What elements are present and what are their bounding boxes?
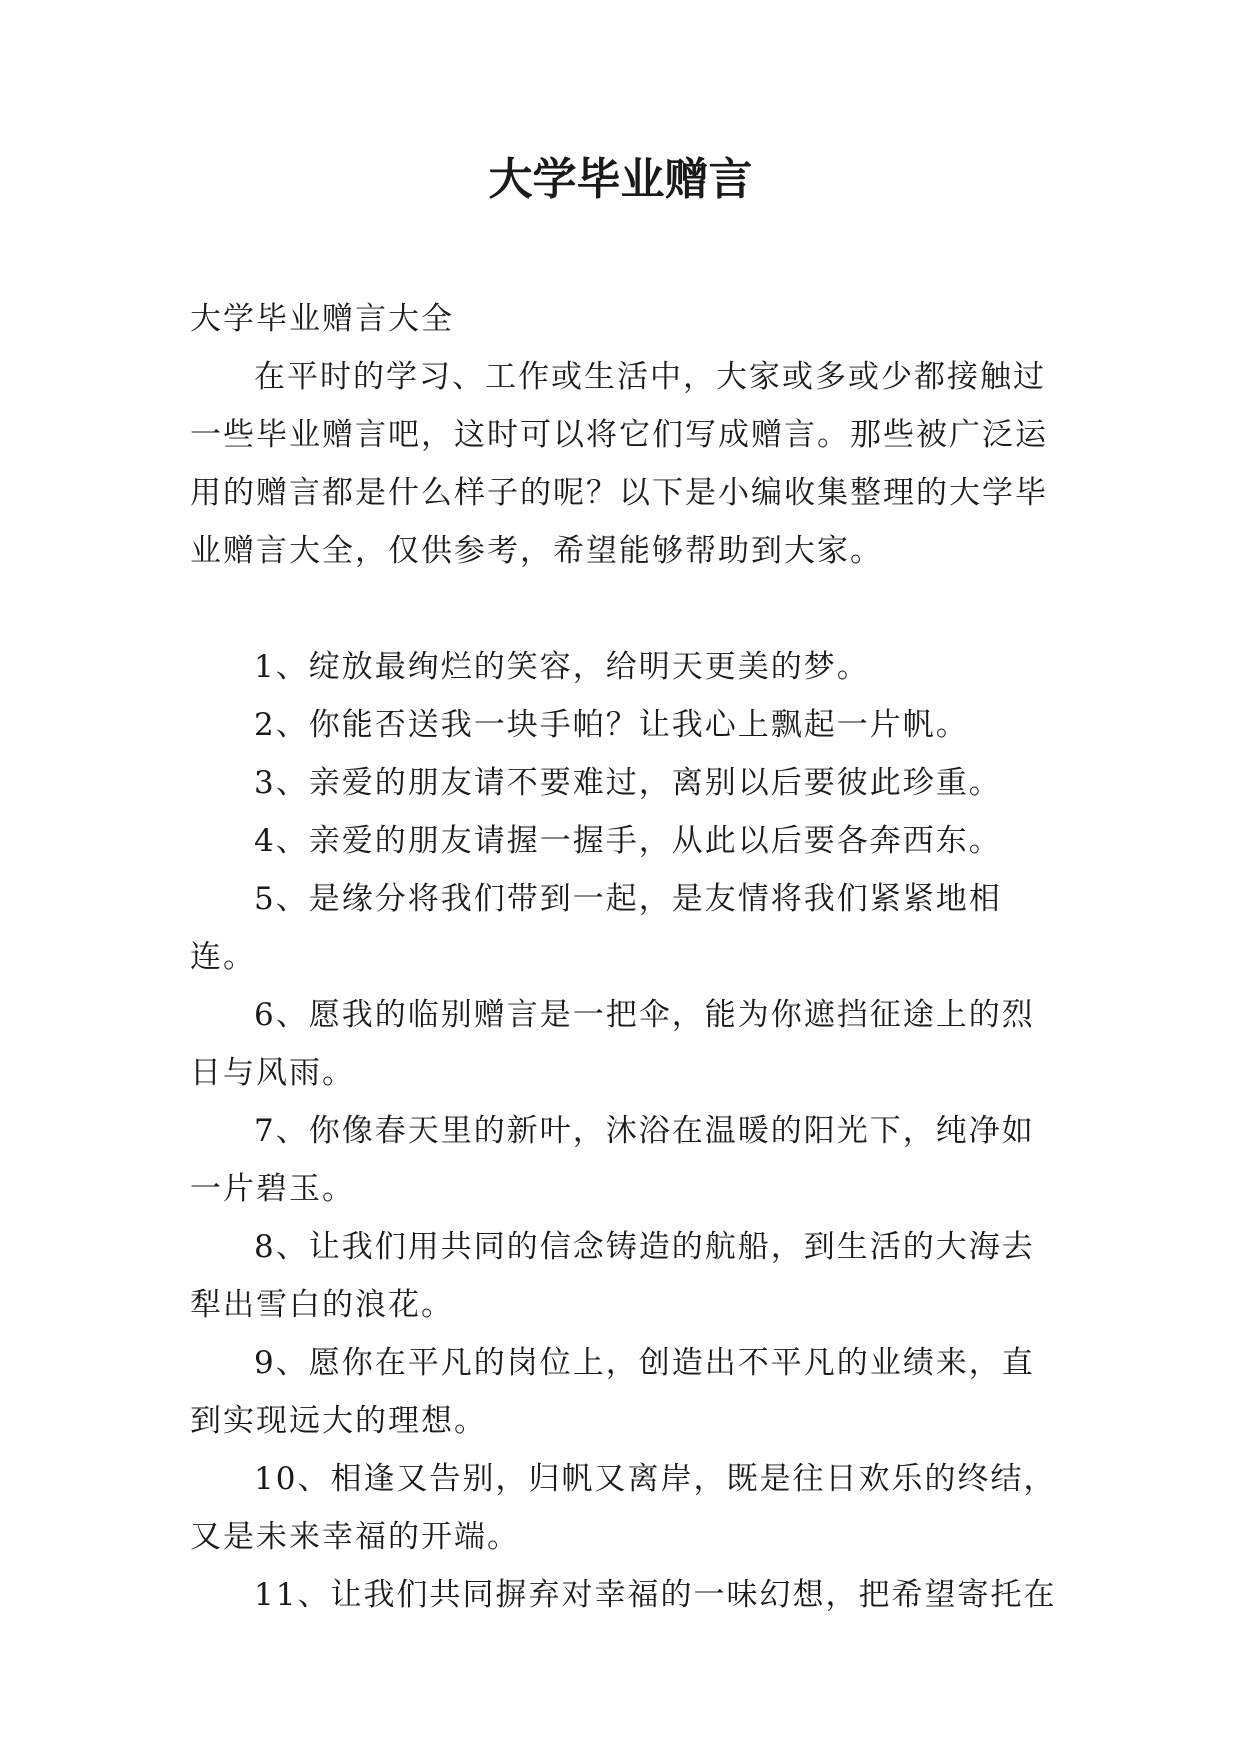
document-body [190, 290, 1060, 1624]
list-item: 1、绽放最绚烂的笑容，给明天更美的梦。 [254, 649, 870, 685]
list-item: 2、你能否送我一块手帕？让我心上飘起一片帆。 [254, 707, 969, 743]
list-item: 11、让我们共同摒弃对幸福的一味幻想，把希望寄托在 [254, 1577, 1057, 1613]
list-item: 7、你像春天里的新叶，沐浴在温暖的阳光下，纯净如一片碧玉。 [190, 1113, 1035, 1207]
subtitle: 大学毕业赠言大全 [190, 301, 454, 337]
intro-paragraph: 在平时的学习、工作或生活中，大家或多或少都接触过一些毕业赠言吧，这时可以将它们写成赠言。那些被广泛运用的赠言都是什么样子的呢？以下是小编收集整理的大学毕业赠言大全，仅供参考，希望能够帮助到大家。 [190, 359, 1048, 569]
list-item: 9、愿你在平凡的岗位上，创造出不平凡的业绩来，直到实现远大的理想。 [190, 1345, 1035, 1439]
list-item: 6、愿我的临别赠言是一把伞，能为你遮挡征途上的烈日与风雨。 [190, 997, 1035, 1091]
list-item: 5、是缘分将我们带到一起，是友情将我们紧紧地相连。 [190, 881, 1002, 975]
paragraph-gap [190, 580, 1060, 638]
list-item: 4、亲爱的朋友请握一握手，从此以后要各奔西东。 [254, 823, 1002, 859]
page-title: 大学毕业赠言 [488, 154, 753, 205]
list-item: 10、相逢又告别，归帆又离岸，既是往日欢乐的终结，又是未来幸福的开端。 [190, 1461, 1057, 1555]
list-item: 8、让我们用共同的信念铸造的航船，到生活的大海去犁出雪白的浪花。 [190, 1229, 1035, 1323]
list-item: 3、亲爱的朋友请不要难过，离别以后要彼此珍重。 [254, 765, 1002, 801]
